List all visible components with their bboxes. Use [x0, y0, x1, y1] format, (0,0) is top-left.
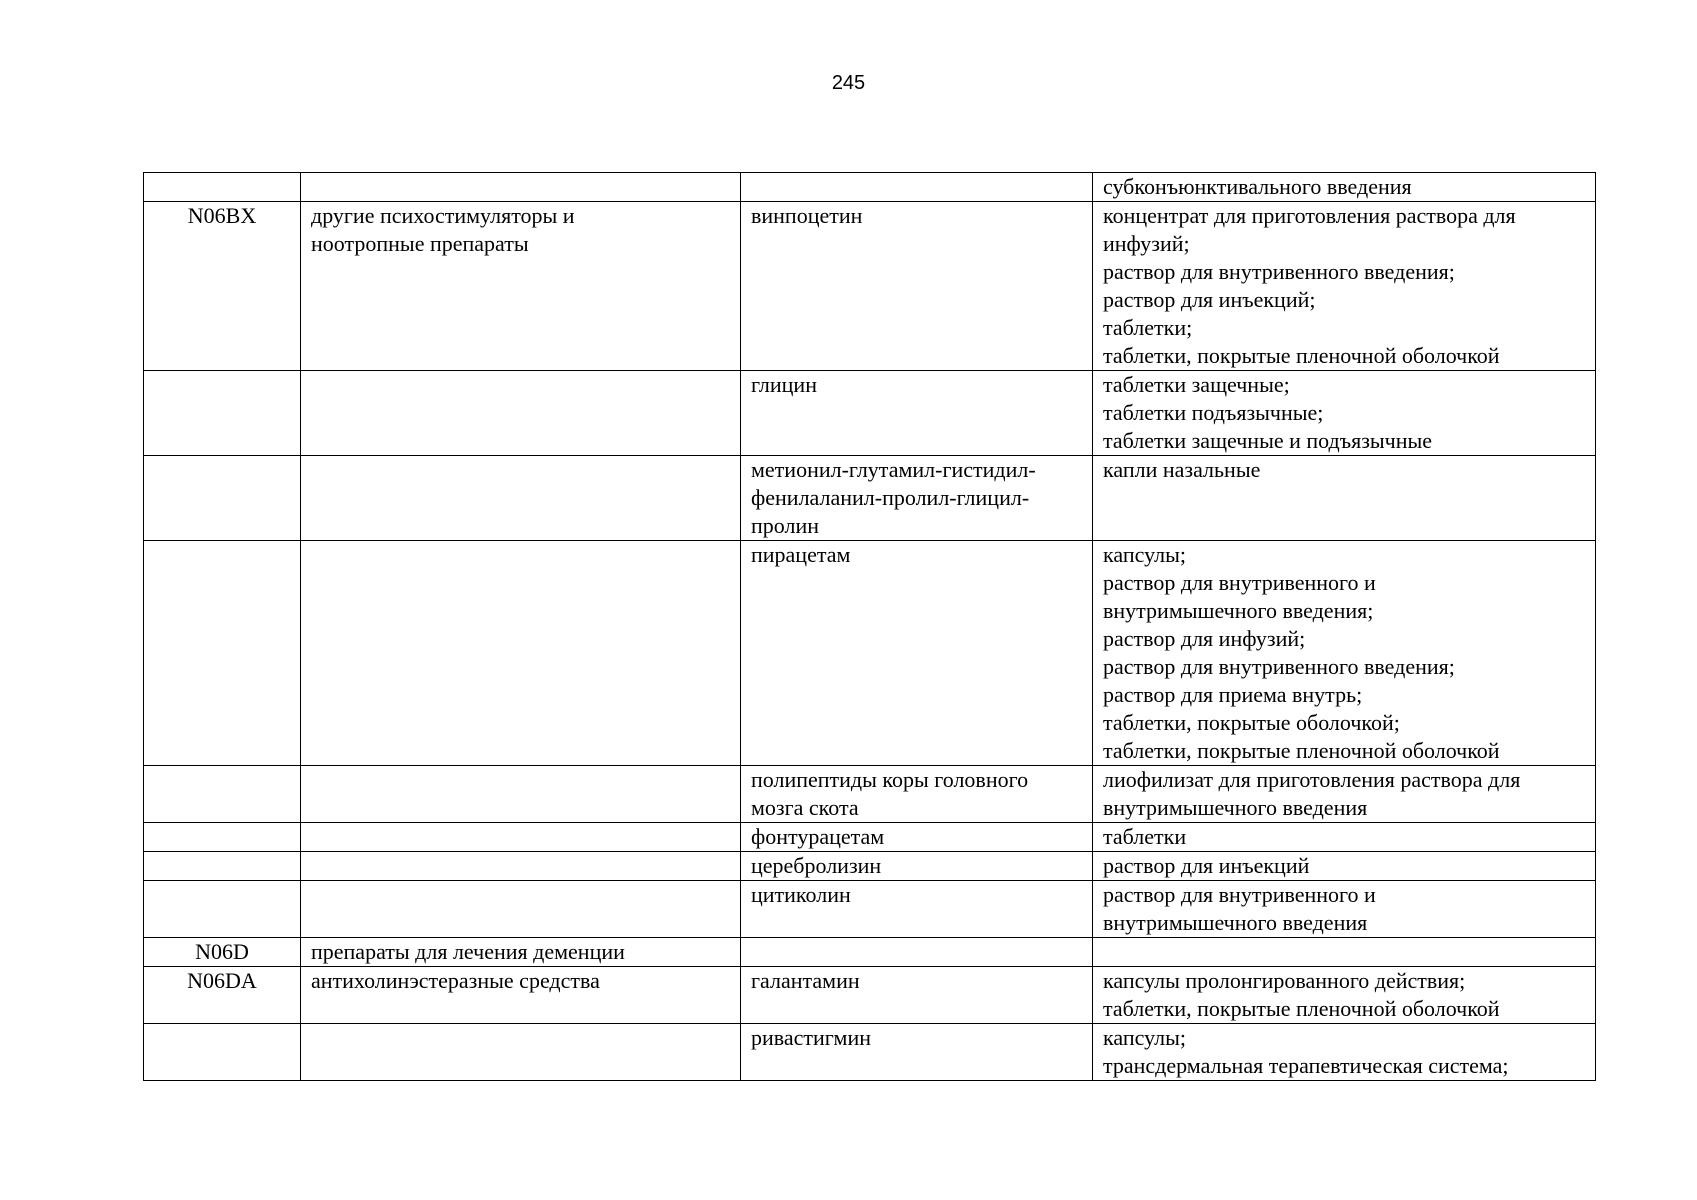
- atc-code-cell: [144, 852, 301, 881]
- dosage-forms-cell: капсулы пролонгированного действия; таблетки, покрытые пленочной оболочкой: [1093, 967, 1596, 1024]
- drug-cell: церебролизин: [741, 852, 1093, 881]
- dosage-forms-cell: субконъюнктивального введения: [1093, 173, 1596, 202]
- table-row: [144, 881, 1596, 938]
- group-cell: [301, 766, 741, 823]
- atc-code-cell: [144, 1024, 301, 1081]
- dosage-forms-cell: таблетки защечные; таблетки подъязычные; таблетки защечные и подъязычные: [1093, 371, 1596, 456]
- drug-table: [143, 172, 1596, 1081]
- page-number: 245: [831, 72, 866, 94]
- drug-cell: цитиколин: [741, 881, 1093, 938]
- table-row: [144, 938, 1596, 967]
- drug-cell: метионил-глутамил-гистидил- фенилаланил-пролил-глицил- пролин: [741, 456, 1093, 541]
- table-row: [144, 823, 1596, 852]
- dosage-forms-cell: [1093, 938, 1596, 967]
- dosage-forms-cell: раствор для инъекций: [1093, 852, 1596, 881]
- table-row: [144, 371, 1596, 456]
- group-cell: [301, 173, 741, 202]
- table-row: [144, 456, 1596, 541]
- atc-code-cell: [144, 881, 301, 938]
- table-row: [144, 766, 1596, 823]
- atc-code-cell: [144, 456, 301, 541]
- drug-cell: ривастигмин: [741, 1024, 1093, 1081]
- dosage-forms-cell: раствор для внутривенного и внутримышечного введения: [1093, 881, 1596, 938]
- dosage-forms-cell: концентрат для приготовления раствора для инфузий; раствор для внутривенного введения; раствор для инъекций; таблетки; таблетки, покрытые пленочной оболочкой: [1093, 202, 1596, 371]
- table-row: [144, 202, 1596, 371]
- group-cell: [301, 456, 741, 541]
- drug-cell: [741, 938, 1093, 967]
- drug-cell: полипептиды коры головного мозга скота: [741, 766, 1093, 823]
- dosage-forms-cell: капсулы; раствор для внутривенного и внутримышечного введения; раствор для инфузий; раствор для внутривенного введения; раствор для приема внутрь; таблетки, покрытые оболочкой; таблетки, покрытые пленочной оболочкой: [1093, 541, 1596, 766]
- drug-cell: фонтурацетам: [741, 823, 1093, 852]
- atc-code-cell: [144, 766, 301, 823]
- group-cell: [301, 1024, 741, 1081]
- drug-cell: пирацетам: [741, 541, 1093, 766]
- group-cell: другие психостимуляторы и ноотропные препараты: [301, 202, 741, 371]
- atc-code-cell: [144, 173, 301, 202]
- atc-code-cell: [144, 541, 301, 766]
- dosage-forms-cell: капсулы; трансдермальная терапевтическая система;: [1093, 1024, 1596, 1081]
- group-cell: [301, 823, 741, 852]
- group-cell: [301, 371, 741, 456]
- dosage-forms-cell: капли назальные: [1093, 456, 1596, 541]
- dosage-forms-cell: лиофилизат для приготовления раствора для внутримышечного введения: [1093, 766, 1596, 823]
- atc-code-cell: [144, 823, 301, 852]
- table-row: [144, 967, 1596, 1024]
- table-row: [144, 541, 1596, 766]
- dosage-forms-cell: таблетки: [1093, 823, 1596, 852]
- table-row: [144, 852, 1596, 881]
- atc-code-cell: [144, 371, 301, 456]
- atc-code-cell: N06BX: [144, 202, 301, 371]
- group-cell: антихолинэстеразные средства: [301, 967, 741, 1024]
- table-row: [144, 1024, 1596, 1081]
- group-cell: [301, 541, 741, 766]
- drug-cell: глицин: [741, 371, 1093, 456]
- drug-cell: галантамин: [741, 967, 1093, 1024]
- drug-cell: [741, 173, 1093, 202]
- group-cell: [301, 852, 741, 881]
- group-cell: препараты для лечения деменции: [301, 938, 741, 967]
- atc-code-cell: N06D: [144, 938, 301, 967]
- table-row: [144, 173, 1596, 202]
- atc-code-cell: N06DA: [144, 967, 301, 1024]
- drug-cell: винпоцетин: [741, 202, 1093, 371]
- group-cell: [301, 881, 741, 938]
